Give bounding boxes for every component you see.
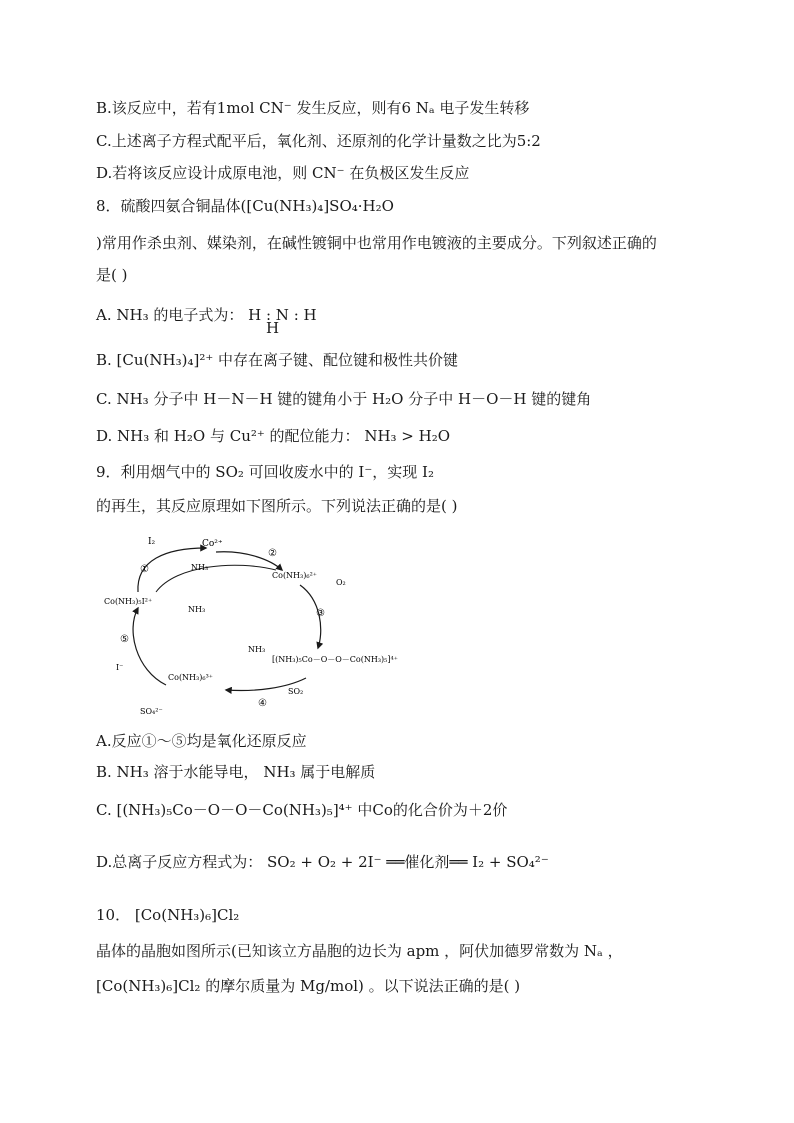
label-nh3-a: NH₃: [191, 563, 209, 572]
step-2-marker: ②: [268, 548, 277, 559]
step-4-marker: ④: [258, 698, 267, 709]
question-9-stem-cont: 的再生，其反应原理如下图所示。下列说法正确的是( ): [96, 497, 458, 515]
label-i2: I₂: [148, 537, 156, 547]
electron-formula-bottom-h: H: [266, 319, 280, 337]
label-so2: SO₂: [288, 687, 304, 696]
question-10-stem-cont: 晶体的晶胞如图所示(已知该立方晶胞的边长为 apm ，阿伏加德罗常数为 Nₐ ，: [96, 942, 623, 960]
question-9-stem: 9．利用烟气中的 SO₂ 可回收废水中的 I⁻，实现 I₂: [96, 463, 434, 481]
label-so4: SO₄²⁻: [140, 707, 163, 716]
option-9b: B. NH₃ 溶于水能导电， NH₃ 属于电解质: [96, 763, 376, 781]
label-co2: Co²⁺: [202, 539, 223, 549]
option-8b: B. [Cu(NH₃)₄]²⁺ 中存在离子键、配位键和极性共价键: [96, 351, 459, 369]
option-9a: A.反应①～⑤均是氧化还原反应: [96, 732, 307, 750]
reaction-cycle-diagram: [96, 530, 426, 722]
label-i-minus: I⁻: [116, 663, 124, 672]
question-10-stem: 10． [Co(NH₃)₆]Cl₂: [96, 906, 240, 924]
label-co-nh3-6-2plus: Co(NH₃)₆²⁺: [272, 571, 317, 580]
question-8-stem: 8．硫酸四氨合铜晶体([Cu(NH₃)₄]SO₄·H₂O: [96, 197, 394, 215]
option-8d: D. NH₃ 和 H₂O 与 Cu²⁺ 的配位能力： NH₃ > H₂O: [96, 427, 451, 445]
option-7c: C.上述离子方程式配平后，氧化剂、还原剂的化学计量数之比为5:2: [96, 132, 541, 150]
option-7d: D.若将该反应设计成原电池，则 CN⁻ 在负极区发生反应: [96, 164, 470, 182]
label-peroxo: [(NH₃)₅Co－O－O－Co(NH₃)₅]⁴⁺: [272, 655, 398, 664]
option-9c: C. [(NH₃)₅Co－O－O－Co(NH₃)₅]⁴⁺ 中Co的化合价为＋2价: [96, 801, 508, 819]
arrow-main-loop-top: [156, 565, 276, 592]
arrow-step-5: [133, 608, 166, 685]
option-7b: B.该反应中，若有1mol CN⁻ 发生反应，则有6 Nₐ 电子发生转移: [96, 99, 530, 117]
question-8-stem-end: 是( ): [96, 266, 128, 284]
step-5-marker: ⑤: [120, 634, 129, 645]
option-8c: C. NH₃ 分子中 H－N－H 键的键角小于 H₂O 分子中 H－O－H 键的键角: [96, 390, 592, 408]
label-o2: O₂: [336, 578, 346, 587]
option-9d: D.总离子反应方程式为： SO₂ + O₂ + 2I⁻ ══催化剂══ I₂ + SO₄²⁻: [96, 853, 549, 871]
label-co-nh3-6-3plus: Co(NH₃)₆³⁺: [168, 673, 213, 682]
label-co-nh3-5-i: Co(NH₃)₅I²⁺: [104, 597, 153, 606]
step-3-marker: ③: [316, 608, 325, 619]
step-1-marker: ①: [140, 564, 149, 575]
option-8a: A. NH₃ 的电子式为： H : N : H: [96, 306, 317, 324]
label-nh3-c: NH₃: [248, 645, 266, 654]
question-10-stem-end: [Co(NH₃)₆]Cl₂ 的摩尔质量为 Mg/mol) 。以下说法正确的是( ): [96, 977, 521, 995]
question-8-stem-cont: )常用作杀虫剂、媒染剂，在碱性镀铜中也常用作电镀液的主要成分。下列叙述正确的: [96, 234, 657, 252]
label-nh3-b: NH₃: [188, 605, 206, 614]
